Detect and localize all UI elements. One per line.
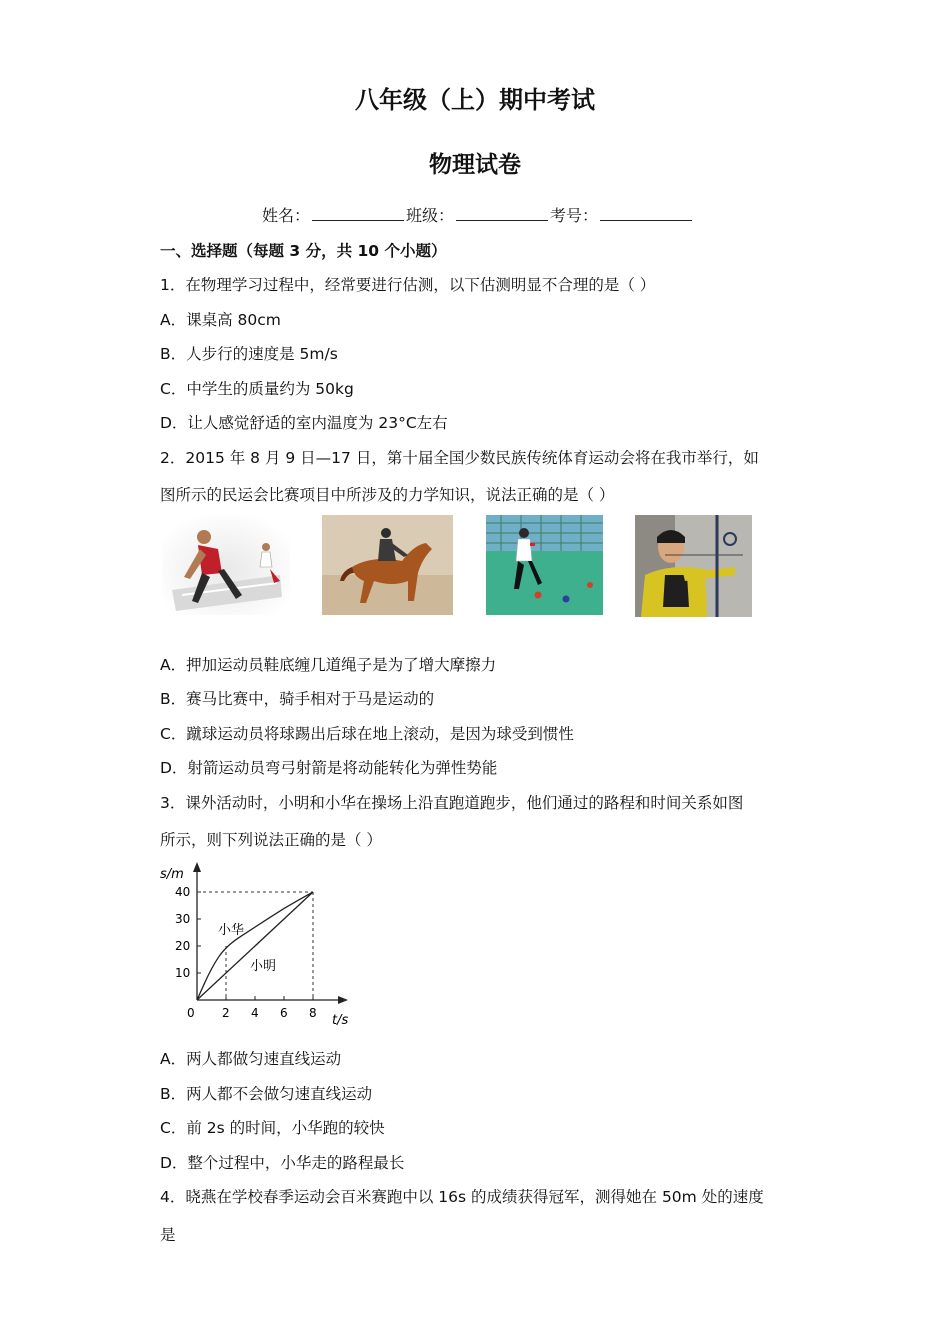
question-1-option-b: B．人步行的速度是 5m/s (160, 345, 338, 363)
x-tick-label: 6 (280, 1006, 288, 1020)
question-2-option-b: B．赛马比赛中，骑手相对于马是运动的 (160, 690, 435, 708)
exam-no-label: 考号： (550, 206, 599, 225)
series-label-xiaohua: 小华 (218, 923, 245, 938)
series-line-xiaoming (197, 892, 313, 1000)
question-4-stem-line-2: 是 (160, 1226, 176, 1244)
section-heading: 一、选择题（每题 3 分，共 10 个小题） (160, 242, 447, 260)
name-blank (312, 206, 404, 221)
question-2-option-d: D．射箭运动员弯弓射箭是将动能转化为弹性势能 (160, 759, 498, 777)
x-tick-label: 4 (251, 1006, 259, 1020)
question-3-option-a: A．两人都做匀速直线运动 (160, 1050, 342, 1068)
question-2-option-c: C．蹴球运动员将球踢出后球在地上滚动，是因为球受到惯性 (160, 725, 574, 743)
question-2-stem-line-1: 2．2015 年 8 月 9 日—17 日，第十届全国少数民族传统体育运动会将在我市举行，如 (160, 449, 759, 467)
horse-racing-photo (322, 515, 453, 615)
student-info-row (262, 203, 694, 226)
x-tick-label: 2 (222, 1006, 230, 1020)
exam-no-blank (600, 206, 692, 221)
exam-subtitle: 物理试卷 (429, 152, 521, 178)
tug-of-war-photo (162, 515, 290, 615)
class-label: 班级： (406, 206, 455, 225)
archery-photo (635, 515, 752, 617)
question-1-option-c: C．中学生的质量约为 50kg (160, 380, 354, 398)
x-axis-label: t/s (332, 1013, 349, 1028)
question-3-stem-line-2: 所示，则下列说法正确的是（ ） (160, 831, 382, 849)
y-axis-arrow (193, 862, 201, 872)
series-label-xiaoming: 小明 (250, 959, 277, 974)
y-tick-label: 40 (175, 885, 191, 899)
question-3-stem-line-1: 3．课外活动时，小明和小华在操场上沿直跑道跑步，他们通过的路程和时间关系如图 (160, 794, 744, 812)
name-label: 姓名： (262, 206, 311, 225)
kick-ball-photo (486, 515, 603, 615)
y-tick-label: 20 (175, 939, 191, 953)
question-1-option-d: D．让人感觉舒适的室内温度为 23°C左右 (160, 414, 448, 432)
question-1-option-a: A．课桌高 80cm (160, 311, 281, 329)
distance-time-graph (156, 860, 356, 1032)
class-blank (456, 206, 548, 221)
question-1-stem: 1．在物理学习过程中，经常要进行估测，以下估测明显不合理的是（ ） (160, 276, 656, 294)
question-2-stem-line-2: 图所示的民运会比赛项目中所涉及的力学知识，说法正确的是（ ） (160, 486, 615, 504)
question-3-option-b: B．两人都不会做匀速直线运动 (160, 1085, 373, 1103)
x-tick-label: 0 (187, 1006, 195, 1020)
question-3-option-d: D．整个过程中，小华走的路程最长 (160, 1154, 405, 1172)
x-axis-arrow (338, 996, 348, 1004)
question-3-option-c: C．前 2s 的时间，小华跑的较快 (160, 1119, 385, 1137)
exam-title: 八年级（上）期中考试 (355, 86, 595, 114)
y-axis-label: s/m (160, 867, 184, 882)
y-tick-label: 10 (175, 966, 191, 980)
question-2-option-a: A．押加运动员鞋底缠几道绳子是为了增大摩擦力 (160, 656, 497, 674)
question-4-stem-line-1: 4．晓燕在学校春季运动会百米赛跑中以 16s 的成绩获得冠军，测得她在 50m 处的速度 (160, 1188, 764, 1206)
x-tick-label: 8 (309, 1006, 317, 1020)
y-tick-label: 30 (175, 912, 191, 926)
